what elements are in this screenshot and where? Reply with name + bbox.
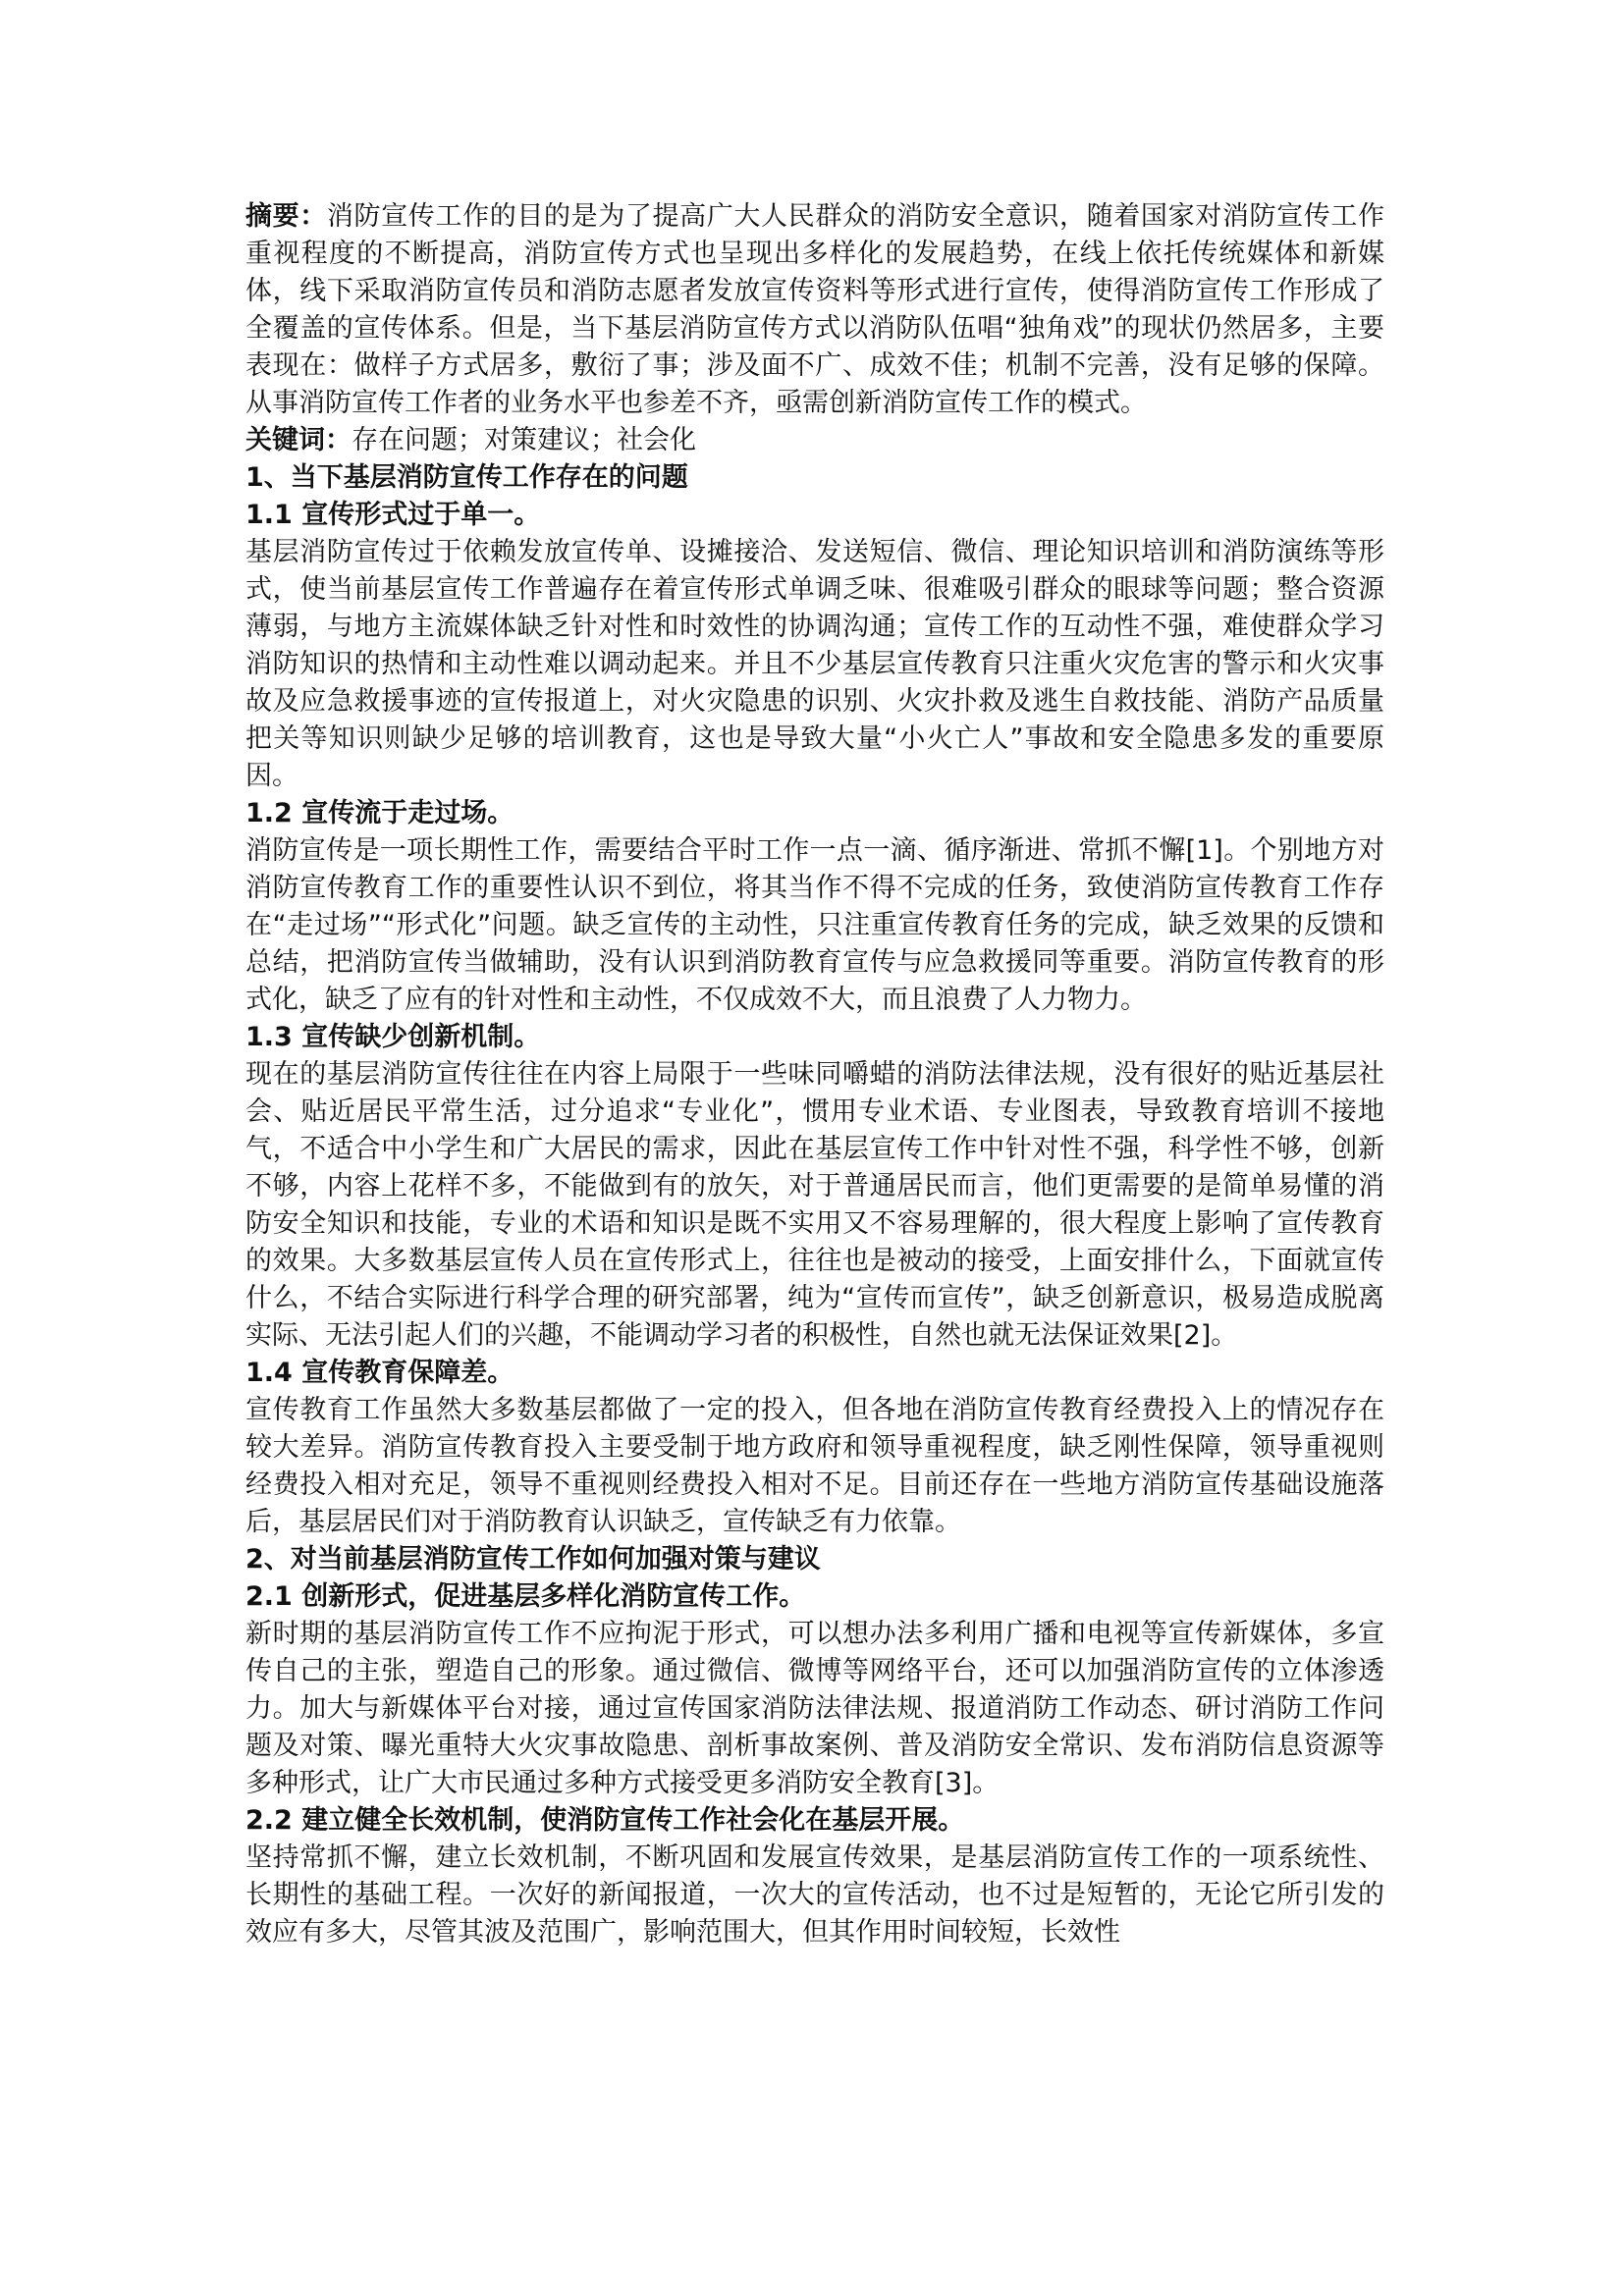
subsection-1-1-heading: 1.1 宣传形式过于单一。: [245, 500, 541, 530]
subsection-1-2-heading: 1.2 宣传流于走过场。: [245, 798, 514, 828]
subsection-1-3-text: 现在的基层消防宣传往往在内容上局限于一些味同嚼蜡的消防法律法规，没有很好的贴近基层社会、贴近居民平常生活，过分追求“专业化”，惯用专业术语、专业图表，导致教育培训不接地气，不适合中小学生和广大居民的需求，因此在基层宣传工作中针对性不强，科学性不够，创新不够，内容上花样不多，不能做到有的放矢，对于普通居民而言，他们更需要的是简单易懂的消防安全知识和技能，专业的术语和知识是既不实用又不容易理解的，很大程度上影响了宣传教育的效果。大多数基层宣传人员在宣传形式上，往往也是被动的接受，上面安排什么，下面就宣传什么，不结合实际进行科学合理的研究部署，纯为“宣传而宣传”，缺乏创新意识，极易造成脱离实际、无法引起人们的兴趣，不能调动学习者的积极性，自然也就无法保证效果[2]。: [245, 1059, 1384, 1351]
subsection-2-2-heading: 2.2 建立健全长效机制，使消防宣传工作社会化在基层开展。: [245, 1805, 965, 1836]
subsection-1-1-text: 基层消防宣传过于依赖发放宣传单、设摊接洽、发送短信、微信、理论知识培训和消防演练等形式，使当前基层宣传工作普遍存在着宣传形式单调乏味、很难吸引群众的眼球等问题；整合资源薄弱，与地方主流媒体缺乏针对性和时效性的协调沟通；宣传工作的互动性不强，难使群众学习消防知识的热情和主动性难以调动起来。并且不少基层宣传教育只注重火灾危害的警示和火灾事故及应急救援事迹的宣传报道上，对火灾隐患的识别、火灾扑救及逃生自救技能、消防产品质量把关等知识则缺少足够的培训教育，这也是导致大量“小火亡人”事故和安全隐患多发的重要原因。: [245, 537, 1384, 791]
subsection-2-2-text: 坚持常抓不懈，建立长效机制，不断巩固和发展宣传效果，是基层消防宣传工作的一项系统性、长期性的基础工程。一次好的新闻报道，一次大的宣传活动，也不过是短暂的，无论它所引发的效应有多大，尽管其波及范围广，影响范围大，但其作用时间较短，长效性: [245, 1842, 1384, 1948]
section-2-heading: 2、对当前基层消防宣传工作如何加强对策与建议: [245, 1544, 821, 1575]
subsection-1-2-text: 消防宣传是一项长期性工作，需要结合平时工作一点一滴、循序渐进、常抓不懈[1]。个别地方对消防宣传教育工作的重要性认识不到位，将其当作不得不完成的任务，致使消防宣传教育工作存在“走过场”“形式化”问题。缺乏宣传的主动性，只注重宣传教育任务的完成，缺乏效果的反馈和总结，把消防宣传当做辅助，没有认识到消防教育宣传与应急救援同等重要。消防宣传教育的形式化，缺乏了应有的针对性和主动性，不仅成效不大，而且浪费了人力物力。: [245, 835, 1384, 1015]
keywords-text: 存在问题；对策建议；社会化: [352, 425, 696, 455]
section-1-heading: 1、当下基层消防宣传工作存在的问题: [245, 462, 688, 493]
subsection-1-4-heading: 1.4 宣传教育保障差。: [245, 1358, 514, 1388]
abstract-paragraph: [245, 198, 1384, 422]
keywords-label: 关键词：: [245, 425, 352, 455]
keywords-paragraph: [245, 422, 1384, 459]
abstract-label: 摘要：: [245, 201, 327, 232]
subsection-2-1-heading: 2.1 创新形式，促进基层多样化消防宣传工作。: [245, 1581, 806, 1612]
subsection-1-3-heading: 1.3 宣传缺少创新机制。: [245, 1022, 541, 1052]
subsection-1-4-text: 宣传教育工作虽然大多数基层都做了一定的投入，但各地在消防宣传教育经费投入上的情况存在较大差异。消防宣传教育投入主要受制于地方政府和领导重视程度，缺乏刚性保障，领导重视则经费投入相对充足，领导不重视则经费投入相对不足。目前还存在一些地方消防宣传基础设施落后，基层居民们对于消防教育认识缺乏，宣传缺乏有力依靠。: [245, 1395, 1384, 1537]
document-body: [245, 198, 1384, 1951]
abstract-text: 消防宣传工作的目的是为了提高广大人民群众的消防安全意识，随着国家对消防宣传工作重视程度的不断提高，消防宣传方式也呈现出多样化的发展趋势，在线上依托传统媒体和新媒体，线下采取消防宣传员和消防志愿者发放宣传资料等形式进行宣传，使得消防宣传工作形成了全覆盖的宣传体系。但是，当下基层消防宣传方式以消防队伍唱“独角戏”的现状仍然居多，主要表现在：做样子方式居多，敷衍了事；涉及面不广、成效不佳；机制不完善，没有足够的保障。从事消防宣传工作者的业务水平也参差不齐，亟需创新消防宣传工作的模式。: [245, 201, 1385, 418]
subsection-2-1-text: 新时期的基层消防宣传工作不应拘泥于形式，可以想办法多利用广播和电视等宣传新媒体，多宣传自己的主张，塑造自己的形象。通过微信、微博等网络平台，还可以加强消防宣传的立体渗透力。加大与新媒体平台对接，通过宣传国家消防法律法规、报道消防工作动态、研讨消防工作问题及对策、曝光重特大火灾事故隐患、剖析事故案例、普及消防安全常识、发布消防信息资源等多种形式，让广大市民通过多种方式接受更多消防安全教育[3]。: [245, 1619, 1384, 1798]
